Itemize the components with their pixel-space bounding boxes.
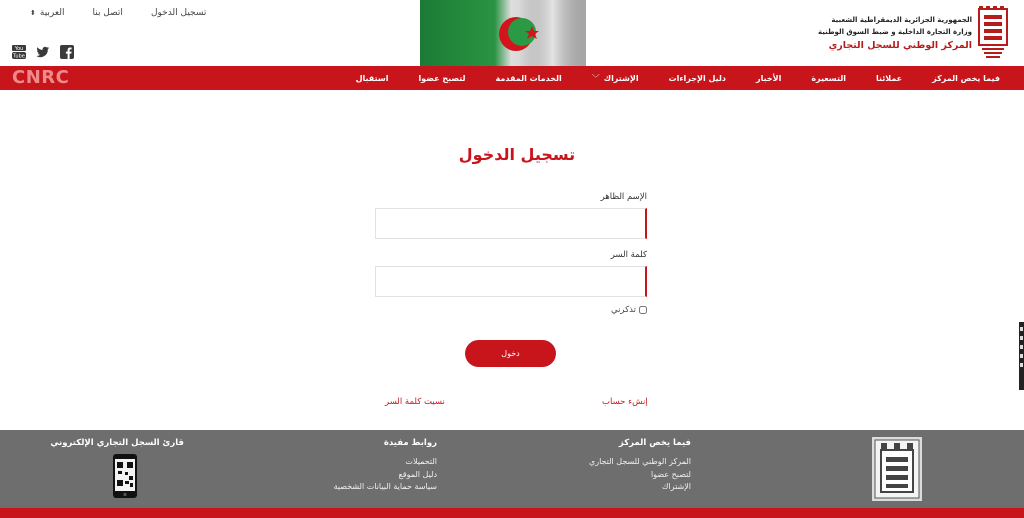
nav-item-label: الإشتراك — [603, 73, 639, 83]
main-nav — [0, 66, 1024, 90]
nav-item-pricing[interactable] — [811, 74, 846, 83]
republic-name: الجمهورية الجزائرية الديمقراطية الشعبية — [831, 16, 972, 24]
algeria-flag-image — [420, 0, 586, 66]
contact-link[interactable]: اتصل بنا — [92, 8, 123, 18]
footer-bottom-bar — [0, 508, 1024, 518]
nav-item-clients[interactable] — [876, 74, 902, 83]
footer-useful-links-heading: روابط مفيدة — [383, 438, 437, 448]
site-footer — [0, 430, 1024, 508]
remember-me-label: تذكرني — [610, 305, 636, 315]
page-title: تسجيل الدخول — [458, 145, 576, 164]
language-selector[interactable] — [30, 8, 64, 18]
svg-text:Tube: Tube — [13, 53, 25, 59]
nav-item-label: دليل الإجراءات — [668, 73, 726, 83]
language-label: العربية — [39, 8, 65, 18]
social-links — [12, 45, 74, 59]
top-links — [30, 8, 206, 18]
nav-item-label: لتصبح عضوا — [418, 73, 466, 83]
footer-link[interactable]: دليل الموقع — [398, 469, 437, 479]
footer-reader-heading: قارئ السجل التجاري الإلكتروني — [50, 438, 184, 448]
footer-link[interactable]: سياسة حماية البيانات الشخصية — [333, 482, 437, 491]
nav-item-label: الخدمات المقدمة — [495, 73, 562, 83]
nav-item-label: التسعيرة — [811, 73, 846, 83]
login-form — [375, 192, 647, 315]
chevron-down-icon: ﹀ — [591, 73, 600, 83]
footer-link[interactable]: لتصبح عضوا — [651, 469, 691, 479]
nav-item-label: الأخبار — [755, 73, 782, 83]
nav-item-services[interactable] — [496, 74, 562, 83]
password-label: كلمة السر — [610, 250, 647, 260]
nav-item-news[interactable] — [756, 74, 781, 83]
sort-caret-icon: ⬍ — [30, 9, 36, 17]
facebook-icon[interactable] — [60, 45, 74, 59]
footer-link[interactable]: الإشتراك — [661, 482, 691, 491]
nav-item-procedures[interactable] — [669, 74, 726, 83]
footer-link[interactable]: المركز الوطني للسجل التجاري — [588, 457, 691, 466]
center-name: المركز الوطني للسجل التجاري — [828, 40, 972, 51]
footer-useful-links — [334, 438, 437, 494]
create-account-link[interactable]: إنشء حساب — [602, 397, 648, 407]
youtube-icon[interactable] — [12, 45, 26, 59]
side-scroll-widget[interactable] — [1019, 322, 1024, 390]
password-input[interactable] — [375, 266, 647, 297]
nav-item-membership[interactable] — [418, 74, 465, 83]
forgot-password-link[interactable]: نسيت كلمة السر — [385, 397, 445, 407]
footer-link[interactable]: التحميلات — [405, 457, 437, 466]
login-link[interactable]: تسجيل الدخول — [150, 8, 207, 18]
nav-item-label: عملائنا — [875, 73, 903, 83]
svg-text:You: You — [14, 46, 24, 52]
nav-item-label: استقبال — [355, 73, 389, 83]
twitter-icon[interactable] — [36, 45, 50, 59]
nav-item-about[interactable] — [932, 74, 1000, 83]
nav-item-label: فيما يخص المركز — [932, 73, 1000, 83]
nav-item-home[interactable] — [356, 74, 389, 83]
login-button[interactable]: دخول — [465, 340, 556, 367]
nav-item-subscription[interactable] — [592, 73, 639, 84]
username-input[interactable] — [375, 208, 647, 239]
username-label: الإسم الظاهر — [600, 192, 647, 202]
footer-about — [589, 438, 691, 494]
phone-qr-icon[interactable] — [113, 454, 137, 498]
footer-logo — [872, 437, 922, 501]
remember-me[interactable] — [375, 305, 647, 315]
nav-logo-text[interactable]: CNRC — [12, 67, 70, 88]
nav-menu — [356, 66, 1000, 90]
footer-about-heading: فيما يخص المركز — [618, 438, 691, 448]
remember-me-checkbox[interactable] — [639, 306, 647, 314]
cnrc-logo[interactable] — [976, 5, 1010, 61]
site-header — [0, 0, 1024, 66]
ministry-name: وزارة التجارة الداخلية و ضبط السوق الوطنية — [818, 28, 972, 36]
brand-text — [818, 14, 972, 53]
